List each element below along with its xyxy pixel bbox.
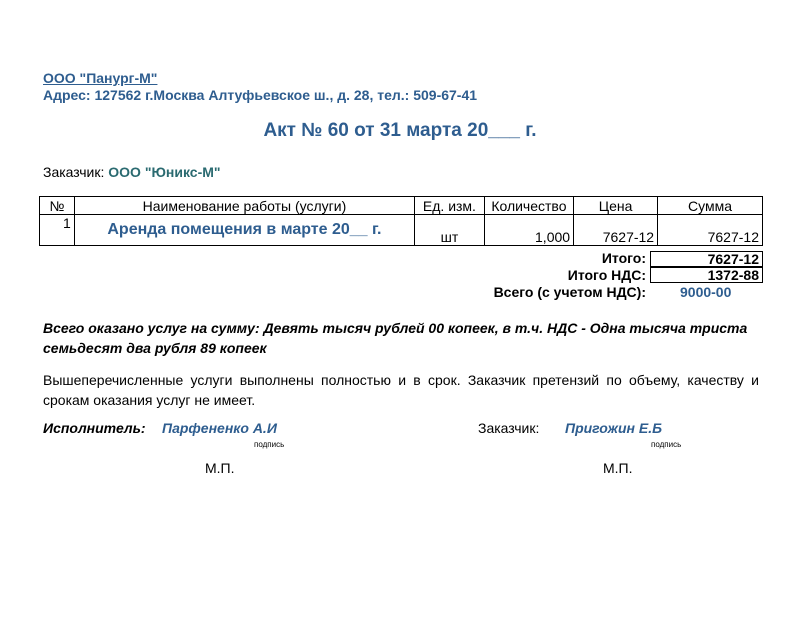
row-sum: 7627-12 bbox=[658, 215, 763, 246]
organization-name: ООО "Панург-М" bbox=[43, 70, 158, 86]
customer-label: Заказчик: bbox=[43, 164, 105, 180]
completion-note: Вышеперечисленные услуги выполнены полностью и в срок. Заказчик претензий по объему, качеству и срокам оказания услуг не имеет. bbox=[43, 372, 759, 408]
header-service: Наименование работы (услуги) bbox=[74, 197, 414, 215]
executor-sign-hint: подпись bbox=[254, 440, 285, 449]
header-price: Цена bbox=[574, 197, 658, 215]
header-sum: Сумма bbox=[658, 197, 763, 215]
row-service: Аренда помещения в марте 20__ г. bbox=[74, 215, 414, 246]
customer-name: ООО "Юникс-М" bbox=[108, 164, 221, 180]
customer-line bbox=[43, 164, 221, 180]
row-quantity: 1,000 bbox=[484, 215, 573, 246]
vat-label: Итого НДС: bbox=[567, 267, 646, 283]
organization-address: Адрес: 127562 г.Москва Алтуфьевское ш., д. 28, тел.: 509-67-41 bbox=[43, 87, 478, 103]
executor-label: Исполнитель: bbox=[43, 420, 146, 436]
total-label: Итого: bbox=[601, 250, 646, 266]
customer-sign-hint: подпись bbox=[651, 440, 682, 449]
customer-stamp: М.П. bbox=[603, 460, 633, 476]
services-table bbox=[39, 196, 763, 246]
amount-in-words: Всего оказано услуг на сумму: Девять тысяч рублей 00 копеек, в т.ч. НДС - Одна тысяча триста семьдесят два рубля 89 копеек bbox=[43, 320, 748, 356]
total-value: 7627-12 bbox=[650, 251, 763, 267]
row-unit: шт bbox=[415, 215, 485, 246]
table-header-row bbox=[40, 197, 763, 215]
customer-sign-name: Пригожин Е.Б bbox=[565, 420, 663, 436]
customer-sign-label: Заказчик: bbox=[478, 420, 540, 436]
header-quantity: Количество bbox=[484, 197, 573, 215]
vat-value: 1372-88 bbox=[650, 267, 763, 283]
header-unit: Ед. изм. bbox=[415, 197, 485, 215]
grand-total-value: 9000-00 bbox=[680, 284, 732, 300]
grand-total-label: Всего (с учетом НДС): bbox=[493, 284, 646, 300]
executor-stamp: М.П. bbox=[205, 460, 235, 476]
executor-name: Парфененко А.И bbox=[162, 420, 277, 436]
row-price: 7627-12 bbox=[574, 215, 658, 246]
document-title: Акт № 60 от 31 марта 20___ г. bbox=[263, 120, 537, 141]
row-number: 1 bbox=[40, 215, 75, 246]
header-number: № bbox=[40, 197, 75, 215]
table-row bbox=[40, 215, 763, 246]
